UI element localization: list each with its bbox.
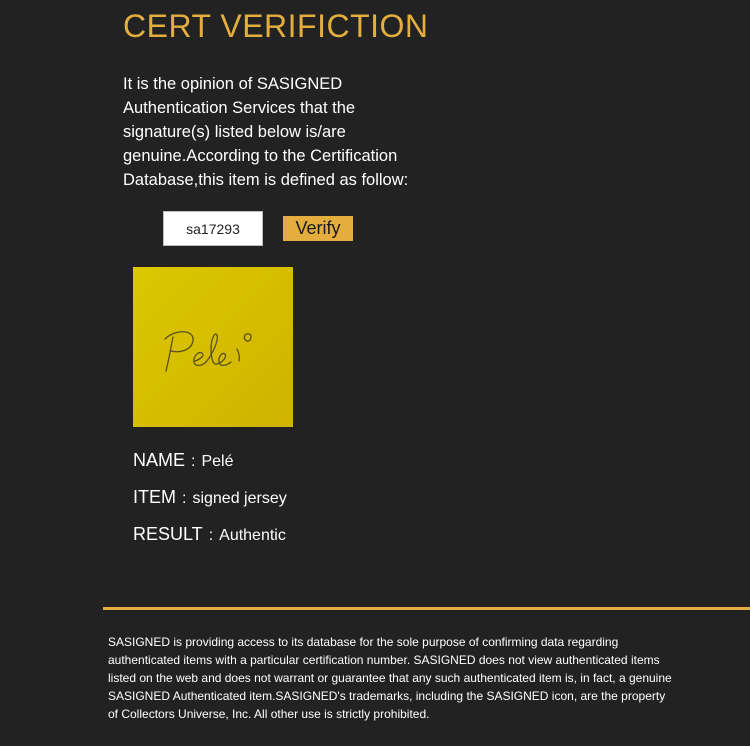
name-field — [133, 450, 234, 471]
intro-text: It is the opinion of SASIGNED Authentication Services that the signature(s) listed below is/are genuine.According to the Certification Database,this item is defined as follow: — [123, 75, 409, 189]
result-field — [133, 524, 286, 545]
page-title: CERT VERIFICTION — [123, 8, 429, 44]
name-separator: : — [191, 453, 196, 470]
cert-number-input[interactable] — [163, 211, 263, 246]
signature-image — [133, 267, 293, 427]
item-field — [133, 487, 287, 508]
verify-button[interactable]: Verify — [283, 216, 353, 241]
name-value: Pelé — [201, 453, 234, 470]
result-separator: : — [208, 527, 214, 544]
result-value: Authentic — [219, 527, 286, 544]
name-label: NAME — [133, 450, 186, 470]
item-label: ITEM — [133, 487, 176, 507]
disclaimer-text: SASIGNED is providing access to its database for the sole purpose of confirming data regarding authenticated items with a particular certification number. SASIGNED does not view authenticated items listed on the web and does not warrant or guarantee that any such authenticated item is, in fact, a genuine SASIGNED Authenticated item.SASIGNED's trademarks, including the SASIGNED icon, are the property of Collectors Universe, Inc. All other use is strictly prohibited. — [108, 635, 672, 721]
result-label: RESULT — [133, 524, 203, 544]
footer-divider — [103, 607, 750, 610]
item-value: signed jersey — [192, 490, 287, 507]
item-separator: : — [182, 490, 187, 507]
